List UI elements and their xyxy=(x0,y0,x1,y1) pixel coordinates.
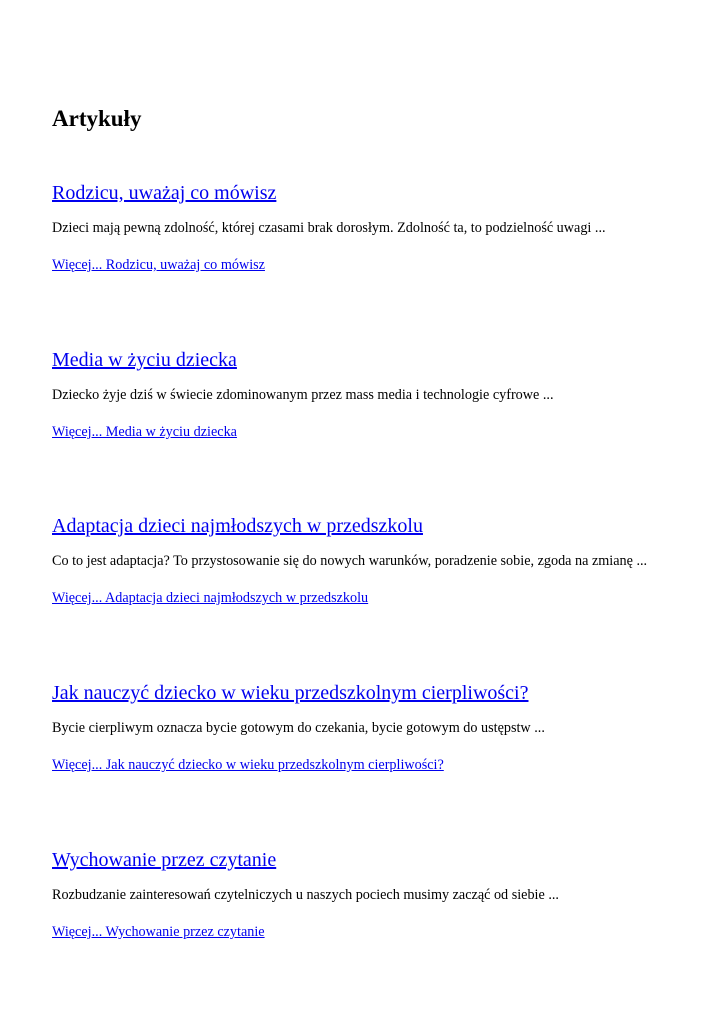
read-more-link[interactable]: Więcej... Wychowanie przez czytanie xyxy=(52,924,265,940)
article-item xyxy=(52,680,702,773)
article-excerpt: Co to jest adaptacja? To przystosowanie się do nowych warunków, poradzenie sobie, zgoda na zmianę ... xyxy=(52,553,648,569)
read-more-link[interactable]: Więcej... Media w życiu dziecka xyxy=(52,424,237,440)
read-more-link[interactable]: Więcej... Jak nauczyć dziecko w wieku przedszkolnym cierpliwości? xyxy=(52,757,444,773)
page-title: Artykuły xyxy=(52,106,142,131)
article-excerpt: Dziecko żyje dziś w świecie zdominowanym przez mass media i technologie cyfrowe ... xyxy=(52,387,554,403)
article-title-link[interactable]: Rodzicu, uważaj co mówisz xyxy=(52,182,277,204)
article-title-link[interactable]: Adaptacja dzieci najmłodszych w przedszkolu xyxy=(52,515,423,537)
article-excerpt: Bycie cierpliwym oznacza bycie gotowym do czekania, bycie gotowym do ustępstw ... xyxy=(52,720,545,736)
article-title-link[interactable]: Jak nauczyć dziecko w wieku przedszkolnym cierpliwości? xyxy=(52,682,529,704)
article-item xyxy=(52,347,702,440)
article-title-link[interactable]: Media w życiu dziecka xyxy=(52,349,237,371)
article-item xyxy=(52,513,702,606)
article-item xyxy=(52,180,702,273)
article-excerpt: Rozbudzanie zainteresowań czytelniczych u naszych pociech musimy zacząć od siebie ... xyxy=(52,887,559,903)
article-excerpt: Dzieci mają pewną zdolność, której czasami brak dorosłym. Zdolność ta, to podzielność uwagi ... xyxy=(52,220,606,236)
read-more-link[interactable]: Więcej... Adaptacja dzieci najmłodszych w przedszkolu xyxy=(52,590,369,606)
article-title-link[interactable]: Wychowanie przez czytanie xyxy=(52,849,277,871)
article-item xyxy=(52,847,702,940)
read-more-link[interactable]: Więcej... Rodzicu, uważaj co mówisz xyxy=(52,257,265,273)
